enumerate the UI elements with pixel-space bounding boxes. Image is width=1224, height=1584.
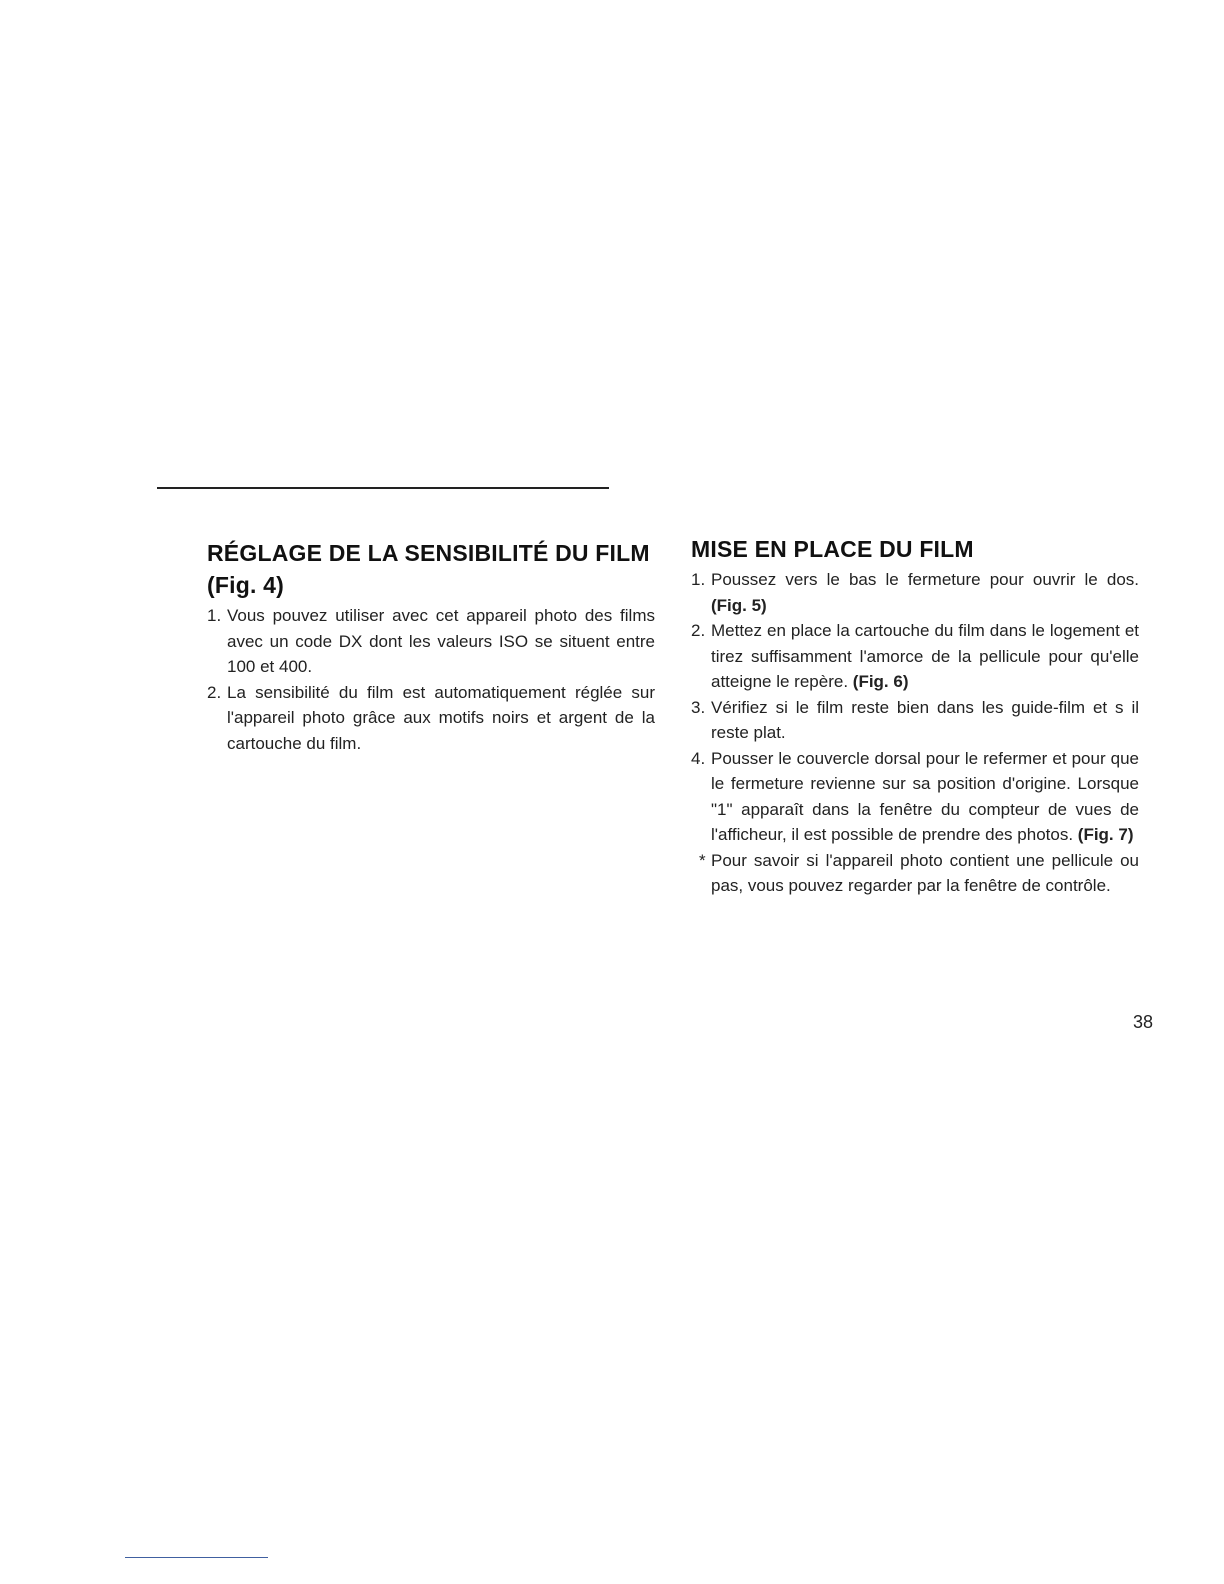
- item-number: 4.: [691, 748, 706, 768]
- bottom-rule: [125, 1557, 268, 1558]
- figure-reference: (Fig. 5): [711, 595, 767, 615]
- list-item: [691, 746, 1139, 848]
- section-film-sensitivity: [207, 537, 655, 756]
- section-title: RÉGLAGE DE LA SENSIBILITÉ DU FILM (Fig. 4): [207, 540, 650, 598]
- item-text: Pousser le couvercle dorsal pour le refermer et pour que le fermeture revienne sur sa position d'origine. Lorsque "1" apparaît dans la fenêtre du compteur de vues de l'afficheur, il est possible de prendre des photos.: [711, 748, 1139, 844]
- item-number: 1.: [207, 606, 222, 625]
- figure-reference: (Fig. 6): [852, 672, 909, 691]
- footnote-marker: *: [699, 850, 706, 870]
- list-item: [207, 603, 655, 680]
- footnote: [691, 848, 1139, 899]
- item-number: 3.: [691, 697, 706, 717]
- figure-reference: (Fig. 7): [1077, 825, 1134, 844]
- section-film-loading: [691, 533, 1139, 899]
- list-item: [691, 567, 1139, 618]
- instruction-list: [207, 603, 655, 756]
- list-item: [691, 618, 1139, 695]
- list-item: [207, 680, 655, 757]
- footnote-text: Pour savoir si l'appareil photo contient une pellicule ou pas, vous pouvez regarder par la fenêtre de contrôle.: [711, 850, 1139, 895]
- item-number: 1.: [691, 570, 706, 589]
- item-text: La sensibilité du film est automatiquement réglée sur l'appareil photo grâce aux motifs noirs et argent de la cartouche du film.: [227, 682, 655, 753]
- list-item: [691, 695, 1139, 746]
- item-text: Vous pouvez utiliser avec cet appareil photo des films avec un code DX dont les valeurs ISO se situent entre 100 et 400.: [227, 606, 655, 676]
- item-number: 2.: [207, 682, 222, 702]
- item-text: Poussez vers le bas le fermeture pour ouvrir le dos.: [711, 570, 1139, 589]
- item-text: Mettez en place la cartouche du film dans le logement et tirez suffisamment l'amorce de la pellicule pour qu'elle atteigne le repère.: [711, 621, 1139, 691]
- section-title: MISE EN PLACE DU FILM: [691, 536, 974, 562]
- top-rule: [157, 487, 609, 489]
- page-number: 38: [1133, 1012, 1154, 1032]
- instruction-list: [691, 567, 1139, 848]
- item-text: Vérifiez si le film reste bien dans les guide-film et s il reste plat.: [711, 697, 1139, 742]
- item-number: 2.: [691, 621, 706, 640]
